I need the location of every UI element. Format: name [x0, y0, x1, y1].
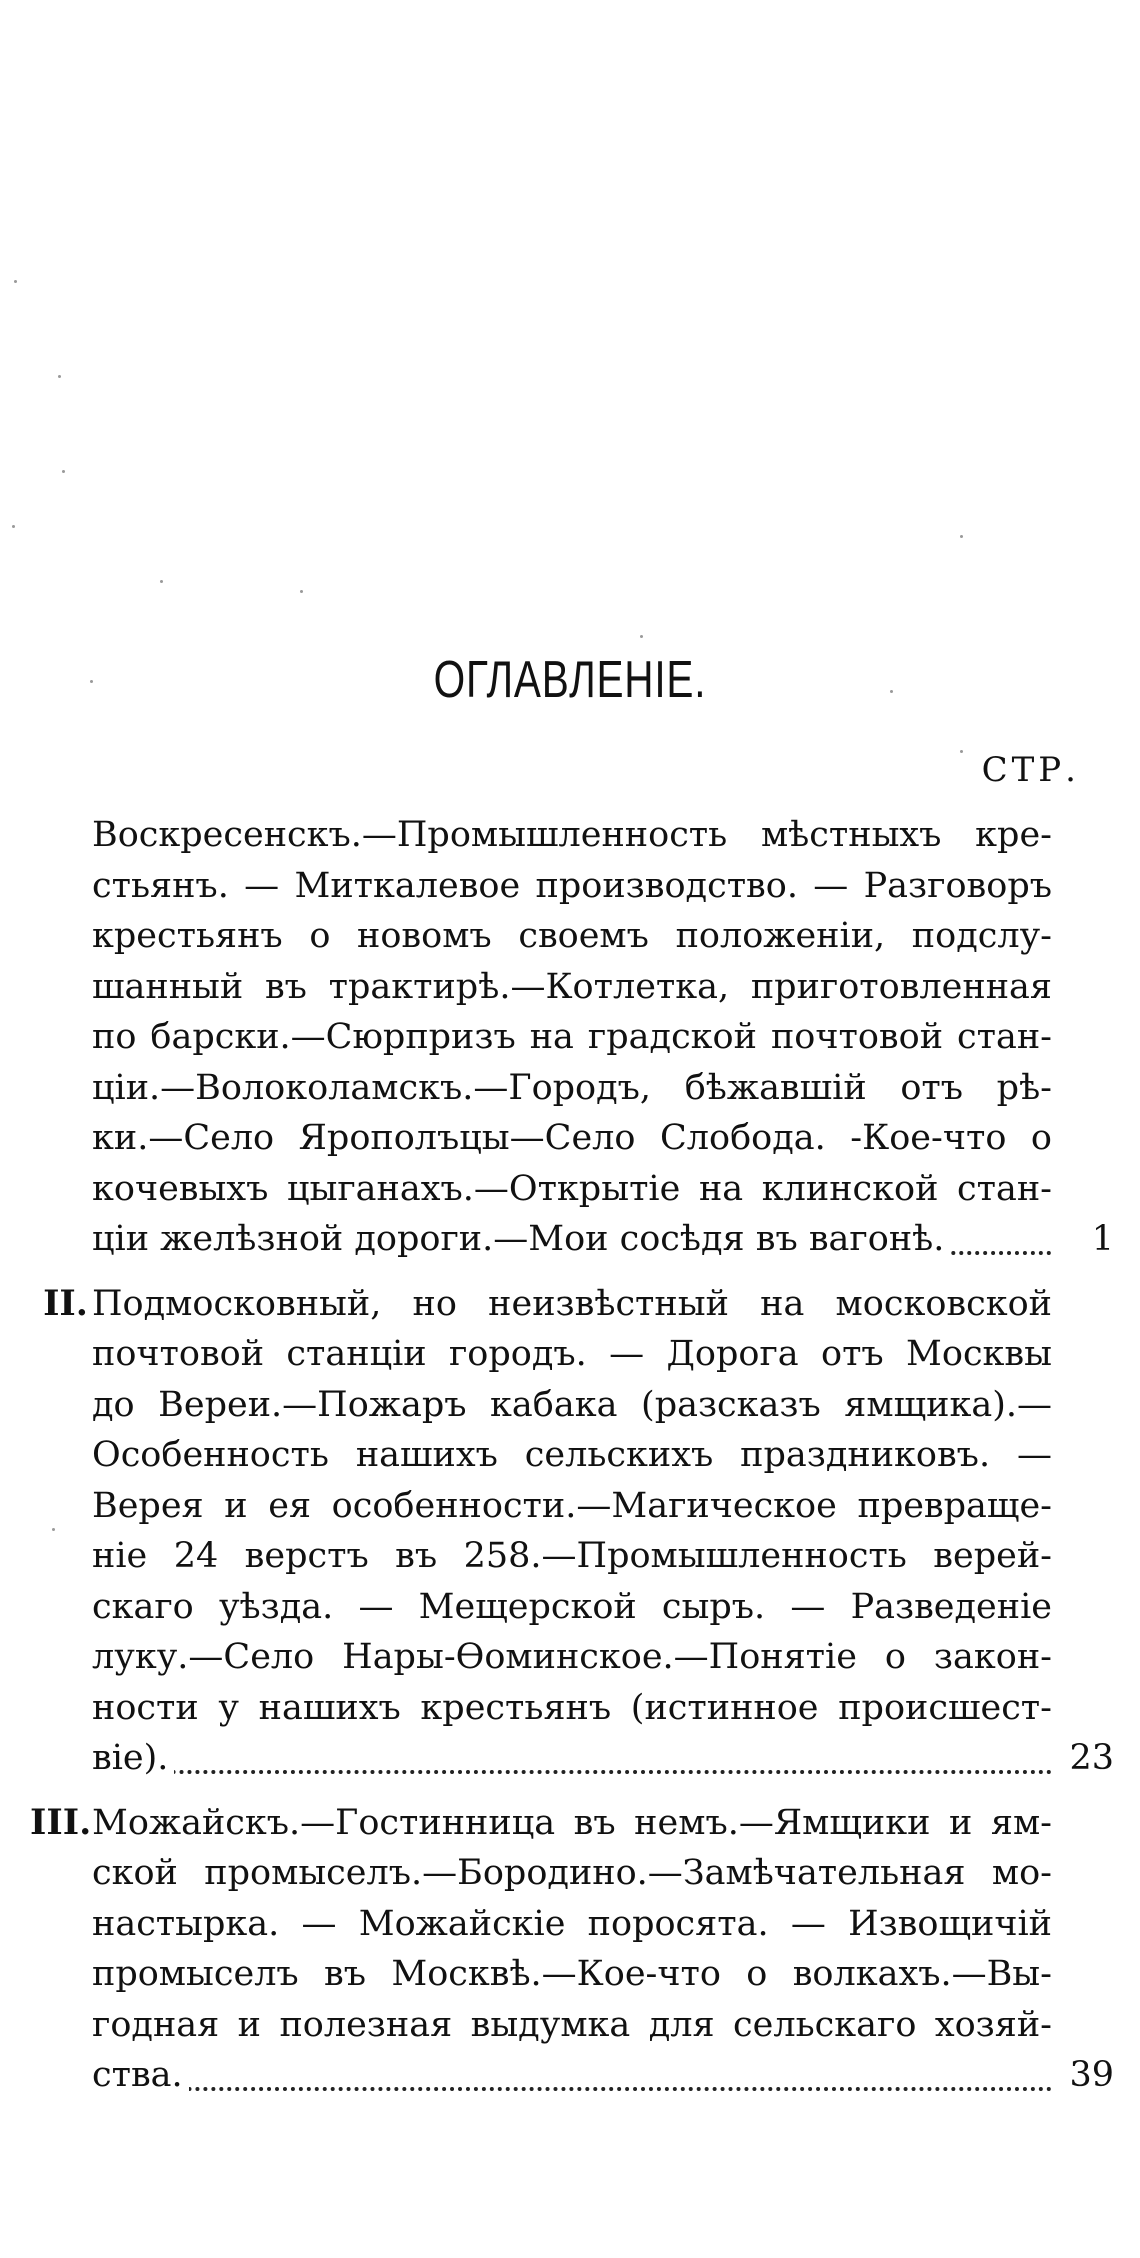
summary-line: шанный въ трактирѣ.—Котлетка, приготовленная: [92, 966, 1052, 1007]
chapter-summary: [92, 1279, 1114, 1784]
chapter-summary: [92, 1798, 1114, 2101]
dot-leader: [92, 2087, 1052, 2091]
summary-line: ности у нашихъ крестьянъ (истинное происшест-: [92, 1687, 1052, 1728]
toc-entry: [30, 1279, 1114, 1784]
summary-line: ской промыселъ.—Бородино.—Замѣчательная мо-: [92, 1853, 1052, 1893]
summary-line: віе).: [92, 1738, 174, 1778]
print-speck: [14, 280, 17, 283]
summary-line: луку.—Село Нары-Ѳоминское.—Понятіе о закон-: [92, 1637, 1052, 1677]
summary-last-line: [92, 2050, 1052, 2101]
summary-line: ки.—Село Ярополъцы—Село Слобода. -Кое-что о: [92, 1118, 1052, 1158]
print-speck: [300, 590, 303, 593]
summary-line: настырка. — Можайскіе поросята. — Извощичій: [92, 1903, 1052, 1944]
print-speck: [640, 635, 643, 638]
dot-leader: [92, 1770, 1052, 1774]
summary-last-line: [92, 1733, 1052, 1784]
print-speck: [58, 375, 61, 378]
page-number: 23: [1069, 1738, 1114, 1778]
print-speck: [160, 580, 163, 583]
summary-line: ціи желѣзной дороги.—Мои сосѣдя въ вагонѣ.: [92, 1219, 950, 1259]
summary-line: ства.: [92, 2055, 189, 2095]
summary-line: скаго уѣзда. — Мещерской сыръ. — Разведеніе: [92, 1586, 1052, 1627]
summary-line: ніе 24 верстъ въ 258.—Промышленность верей-: [92, 1536, 1052, 1576]
summary-line: Воскресенскъ.—Промышленность мѣстныхъ кре-: [92, 815, 1052, 855]
print-speck: [12, 525, 15, 528]
page-column-label: СТР.: [981, 750, 1080, 790]
print-speck: [62, 470, 65, 473]
summary-line: Особенность нашихъ сельскихъ праздниковъ. —: [92, 1435, 1052, 1475]
page-title: ОГЛАВЛЕНІЕ.: [433, 651, 707, 709]
summary-line: промыселъ въ Москвѣ.—Кое-что о волкахъ.—Вы-: [92, 1954, 1052, 1994]
summary-line: почтовой станціи городъ. — Дорога отъ Москвы: [92, 1334, 1052, 1374]
summary-line: до Вереи.—Пожаръ кабака (разсказъ ямщика).—: [92, 1384, 1052, 1425]
print-speck: [90, 680, 93, 683]
print-speck: [960, 750, 963, 753]
toc-entry: [30, 1798, 1114, 2101]
table-of-contents: [30, 810, 1114, 2115]
chapter-summary: [92, 810, 1114, 1265]
summary-line: стьянъ. — Миткалевое производство. — Разговоръ: [92, 865, 1052, 906]
summary-line: годная и полезная выдумка для сельскаго хозяй-: [92, 2004, 1052, 2045]
summary-line: Подмосковный, но неизвѣстный на московской: [92, 1283, 1052, 1324]
summary-last-line: [92, 1214, 1052, 1265]
summary-line: по барски.—Сюрпризъ на градской почтовой стан-: [92, 1017, 1052, 1057]
summary-line: ціи.—Волоколамскъ.—Городъ, бѣжавшій отъ рѣ-: [92, 1067, 1052, 1108]
toc-entry: [30, 810, 1114, 1265]
chapter-number: III.: [30, 1801, 92, 1843]
page-number: 1: [1091, 1219, 1114, 1259]
chapter-number: II.: [43, 1282, 88, 1324]
summary-line: крестьянъ о новомъ своемъ положеніи, подслу-: [92, 916, 1052, 956]
print-speck: [960, 535, 963, 538]
page-number: 39: [1069, 2055, 1114, 2095]
summary-line: Верея и ея особенности.—Магическое превраще-: [92, 1485, 1052, 1526]
summary-line: кочевыхъ цыганахъ.—Открытіе на клинской стан-: [92, 1168, 1052, 1209]
summary-line: Можайскъ.—Гостинница въ немъ.—Ямщики и ям-: [92, 1802, 1052, 1843]
